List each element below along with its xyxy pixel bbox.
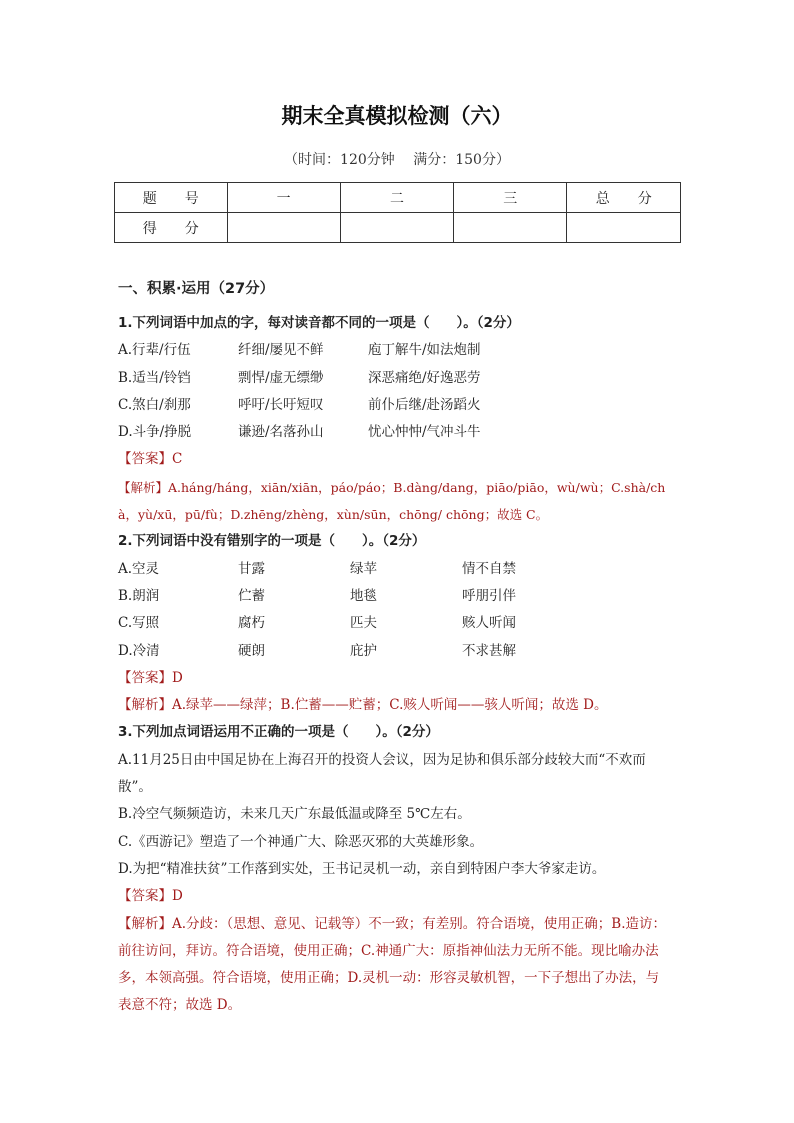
option-text: 庇护 bbox=[350, 642, 377, 659]
option-row bbox=[118, 337, 688, 364]
table-cell: 题 号 bbox=[115, 183, 228, 213]
option-text: C.煞白/刹那 bbox=[118, 396, 191, 413]
score-cell bbox=[567, 213, 681, 243]
analysis-text: 表意不符；故选 D。 bbox=[118, 997, 242, 1014]
option-text: 剽悍/虚无缥缈 bbox=[238, 369, 324, 386]
option-text: 呼朋引伴 bbox=[462, 587, 516, 604]
option-text: C.《西游记》塑造了一个神通广大、除恶灭邪的大英雄形象。 bbox=[118, 833, 484, 850]
answer-label: 【答案】D bbox=[118, 888, 183, 905]
option-row bbox=[118, 365, 688, 392]
question-stem: 3.下列加点词语运用不正确的一项是（ ）。（2分） bbox=[118, 724, 439, 741]
option-row bbox=[118, 556, 688, 583]
option-text: 不求甚解 bbox=[462, 642, 516, 659]
table-cell: 得 分 bbox=[115, 213, 228, 243]
option-text: D.斗争/挣脱 bbox=[118, 424, 192, 441]
answer-label: 【答案】D bbox=[118, 669, 183, 686]
table-row bbox=[115, 183, 681, 213]
analysis-text: à，yù/xū，pū/fù；D.zhēng/zhèng，xùn/sūn，chōng/ chōng；故选 C。 bbox=[118, 507, 549, 523]
option-text: 前仆后继/赴汤蹈火 bbox=[368, 396, 481, 413]
table-cell: 二 bbox=[340, 183, 453, 213]
option-row bbox=[118, 392, 688, 419]
option-text: 纤细/屡见不鲜 bbox=[238, 342, 324, 359]
option-text: 谦逊/名落孙山 bbox=[238, 424, 324, 441]
option-text: D.冷清 bbox=[118, 642, 160, 659]
score-cell bbox=[227, 213, 340, 243]
exam-info: （时间：120分钟 满分：150分） bbox=[284, 152, 510, 168]
analysis-text: 多，本领高强。符合语境，使用正确；D.灵机一动：形容灵敏机智，一下子想出了办法，与 bbox=[118, 970, 660, 987]
option-text: 甘露 bbox=[238, 560, 265, 577]
table-cell: 一 bbox=[227, 183, 340, 213]
option-text: 散”。 bbox=[118, 779, 152, 796]
option-text: 匹夫 bbox=[350, 615, 377, 632]
question-stem: 1.下列词语中加点的字，每对读音都不同的一项是（ ）。（2分） bbox=[118, 315, 520, 331]
option-text: 庖丁解牛/如法炮制 bbox=[368, 342, 481, 359]
question-content bbox=[118, 278, 688, 1020]
page-title: 期末全真模拟检测（六） bbox=[281, 104, 513, 128]
option-text: 硬朗 bbox=[238, 642, 265, 659]
analysis-text: 【解析】A.分歧：（思想、意见、记载等）不一致；有差别。符合语境，使用正确；B.造访： bbox=[118, 915, 667, 932]
table-cell: 三 bbox=[454, 183, 567, 213]
option-text: 地毯 bbox=[350, 587, 377, 604]
option-text: B.冷空气频频造访，未来几天广东最低温或降至 5℃左右。 bbox=[118, 806, 471, 823]
analysis-text: 【解析】A.绿苹——绿萍；B.伫蓄——贮蓄；C.赅人听闻——骇人听闻；故选 D。 bbox=[118, 697, 608, 714]
option-text: B.适当/铃铛 bbox=[118, 369, 191, 386]
option-text: C.写照 bbox=[118, 615, 160, 632]
option-text: A.行辈/行伍 bbox=[118, 342, 191, 359]
option-text: 深恶痛绝/好逸恶劳 bbox=[368, 369, 481, 386]
table-cell: 总 分 bbox=[567, 183, 681, 213]
option-text: 伫蓄 bbox=[238, 587, 265, 604]
option-row bbox=[118, 638, 688, 665]
option-text: B.朗润 bbox=[118, 587, 160, 604]
question-stem: 2.下列词语中没有错别字的一项是（ ）。（2分） bbox=[118, 533, 426, 550]
option-text: 绿苹 bbox=[350, 560, 377, 577]
option-row bbox=[118, 419, 688, 446]
analysis-text: 【解析】A.háng/háng，xiān/xiān，páo/páo；B.dàng/dang，piāo/piāo，wù/wù；C.shà/ch bbox=[118, 479, 666, 495]
option-text: 赅人听闻 bbox=[462, 615, 516, 632]
option-text: A.空灵 bbox=[118, 560, 160, 577]
score-cell bbox=[340, 213, 453, 243]
option-text: 忧心忡忡/气冲斗牛 bbox=[368, 424, 481, 441]
option-row bbox=[118, 610, 688, 637]
option-text: D.为把“精准扶贫”工作落到实处，王书记灵机一动，亲自到特困户李大爷家走访。 bbox=[118, 860, 606, 877]
score-table bbox=[114, 182, 681, 243]
answer-label: 【答案】C bbox=[118, 451, 183, 468]
option-text: 呼吁/长吁短叹 bbox=[238, 396, 324, 413]
score-cell bbox=[454, 213, 567, 243]
option-text: 腐朽 bbox=[238, 615, 265, 632]
option-row bbox=[118, 583, 688, 610]
option-text: 情不自禁 bbox=[462, 560, 516, 577]
option-text: A.11月25日由中国足协在上海召开的投资人会议，因为足协和俱乐部分歧较大而“不欢而 bbox=[118, 751, 646, 768]
analysis-text: 前往访问，拜访。符合语境，使用正确；C.神通广大：原指神仙法力无所不能。现比喻办法 bbox=[118, 942, 659, 959]
table-row bbox=[115, 213, 681, 243]
section-heading: 一、积累·运用（27分） bbox=[118, 281, 275, 297]
